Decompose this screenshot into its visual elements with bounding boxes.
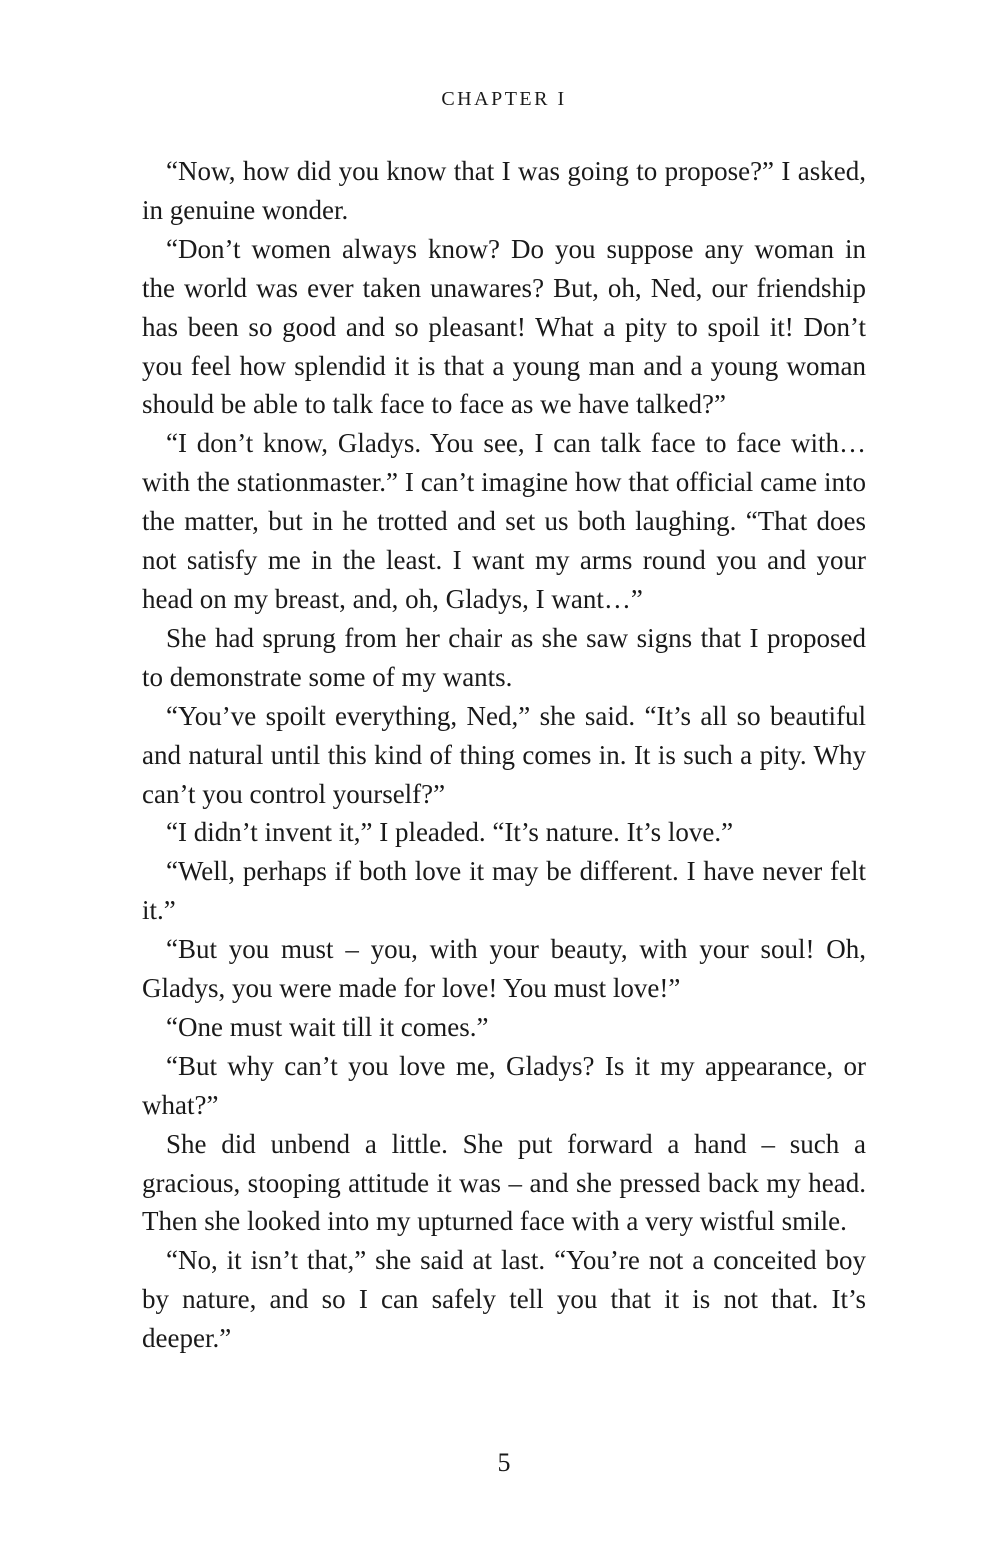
- running-head: CHAPTER I: [441, 88, 567, 110]
- paragraph: “One must wait till it comes.”: [166, 1011, 489, 1042]
- paragraph: “No, it isn’t that,” she said at last. “You’re not a conceited boy by nature, and so I can safely tell you that it is not that. It’s deeper.”: [142, 1245, 866, 1354]
- paragraph: “You’ve spoilt everything, Ned,” she said. “It’s all so beautiful and natural until this kind of thing comes in. It is such a pity. Why can’t you control yourself?”: [142, 700, 866, 809]
- paragraph: “I didn’t invent it,” I pleaded. “It’s nature. It’s love.”: [166, 817, 734, 848]
- paragraph: “But why can’t you love me, Gladys? Is it my appearance, or what?”: [142, 1050, 866, 1120]
- paragraph: She did unbend a little. She put forward a hand – such a gracious, stooping attitude it was – and she pressed back my head. Then she looked into my upturned face with a very wistful smile.: [142, 1128, 866, 1237]
- paragraph: “But you must – you, with your beauty, with your soul! Oh, Gladys, you were made for love! You must love!”: [142, 934, 866, 1004]
- body-text: [142, 152, 866, 1358]
- page-number: 5: [497, 1448, 511, 1477]
- paragraph: “Don’t women always know? Do you suppose any woman in the world was ever taken unawares? But, oh, Ned, our friendship has been so good and so pleasant! What a pity to spoil it! Don’t you feel how splendid it is that a young man and a young woman should be able to talk face to face as we have talked?”: [142, 233, 866, 420]
- paragraph: “Now, how did you know that I was going to propose?” I asked, in genuine wonder.: [142, 156, 866, 225]
- paragraph: “I don’t know, Gladys. You see, I can talk face to face with… with the stationmaster.” I can’t imagine how that official came into the matter, but in he trotted and set us both laughing. “That does not satisfy me in the least. I want my arms round you and your head on my breast, and, oh, Gladys, I want…”: [142, 428, 866, 614]
- paragraph: She had sprung from her chair as she saw signs that I proposed to demonstrate some of my wants.: [142, 622, 866, 692]
- paragraph: “Well, perhaps if both love it may be different. I have never felt it.”: [142, 856, 866, 926]
